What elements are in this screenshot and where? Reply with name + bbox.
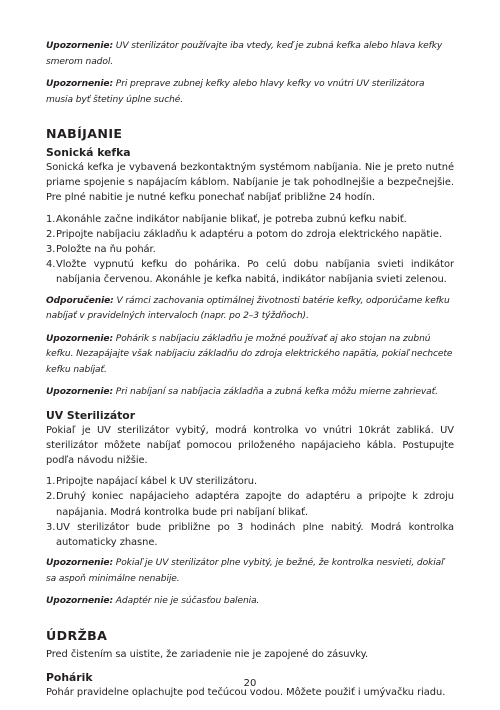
list-item: 2. Druhý koniec napájacieho adaptéra zapojte do adaptéru a pripojte k zdroju napájania. Modrá kontrolka bude pri nabíjaní blikať. [46,491,454,518]
list-sonic-steps [46,212,454,288]
list-item: 3. UV sterilizátor bude približne po 3 hodinách plne nabitý. Modrá kontrolka automaticky zhasne. [46,521,454,549]
note-heating: Upozornenie: Pri nabíjaní sa nabíjacia základňa a zubná kefka môžu mierne zahrievať. [46,387,438,398]
section-heading-maintenance: ÚDRŽBA [46,627,108,643]
section-heading-charging: NABÍJANIE [46,126,123,141]
list-item: 3. Položte na ňu pohár. [46,244,156,256]
paragraph-cup: Pohár pravidelne oplachujte pod tečúcou vodou. Môžete použiť i umývačku riadu. [46,686,446,698]
paragraph-maintenance-intro: Pred čistením sa uistite, že zariadenie nie je zapojené do zásuvky. [46,648,369,660]
list-item: 1. Akonáhle začne indikátor nabíjanie blikať, je potreba zubnú kefku nabiť. [46,213,407,225]
subheading-cup: Pohárik [46,670,93,684]
note-uv-usage: Upozornenie: UV sterilizátor používajte iba vtedy, keď je zubná kefka alebo hlava kefky smerom nadol. [46,41,443,67]
page-number: 20 [243,678,257,689]
paragraph-sonic-intro: Sonická kefka je vybavená bezkontaktným systémom nabíjania. Nie je preto nutné priame spojenie s napájacím káblom. Nabíjanie je tak pohodlnejšie a bezpečnejšie. Pre plné nabitie je nutné kefku ponechať nabíjať približne 24 hodín. [46,162,454,204]
subheading-sonic-brush: Sonická kefka [46,146,131,159]
list-item: 2. Pripojte nabíjaciu základňu k adaptéru a potom do zdroja elektrického napätie. [46,228,443,240]
document-page [46,39,454,706]
paragraph-uv-intro: Pokiaľ je UV sterilizátor vybitý, modrá kontrolka vo vnútri 10krát zabliká. UV sterilizátor môžete nabíjať pomocou priloženého napájacieho kábla. Postupujte podľa návodu nižšie. [46,424,454,467]
note-uv-discharged: Upozornenie: Pokiaľ je UV sterilizátor plne vybitý, je bežné, že kontrolka nesvieti, dokiaľ sa aspoň minimálne nenabije. [46,558,444,584]
subheading-uv-sterilizer: UV Sterilizátor [46,408,136,422]
note-stand: Upozornenie: Pohárik s nabíjaciu základňu je možné používať aj ako stojan na zubnú kefku. Nezapájajte však nabíjaciu základňu do zdroja elektrického napätia, pokiaľ nechcete kefku nabíjať. [46,333,453,375]
list-item: 4. Vložte vypnutú kefku do pohárika. Po celú dobu nabíjania svieti indikátor nabíjania červenou. Akonáhle je kefka nabitá, indikátor nabíjania svieti zelenou. [46,259,454,286]
note-adapter: Upozornenie: Adaptér nie je súčasťou balenia. [46,596,260,607]
list-uv-steps [46,474,454,550]
note-recommendation: Odporučenie: V rámci zachovania optimálnej životnosti batérie kefky, odporúčame kefku nabíjať v pravidelných intervaloch (napr. po 2–3 týždňoch). [46,295,450,322]
list-item: 1. Pripojte napájací kábel k UV sterilizátoru. [46,476,258,488]
note-transport: Upozornenie: Pri preprave zubnej kefky alebo hlavy kefky vo vnútri UV sterilizátora musia byť štetiny úplne suché. [46,79,425,105]
